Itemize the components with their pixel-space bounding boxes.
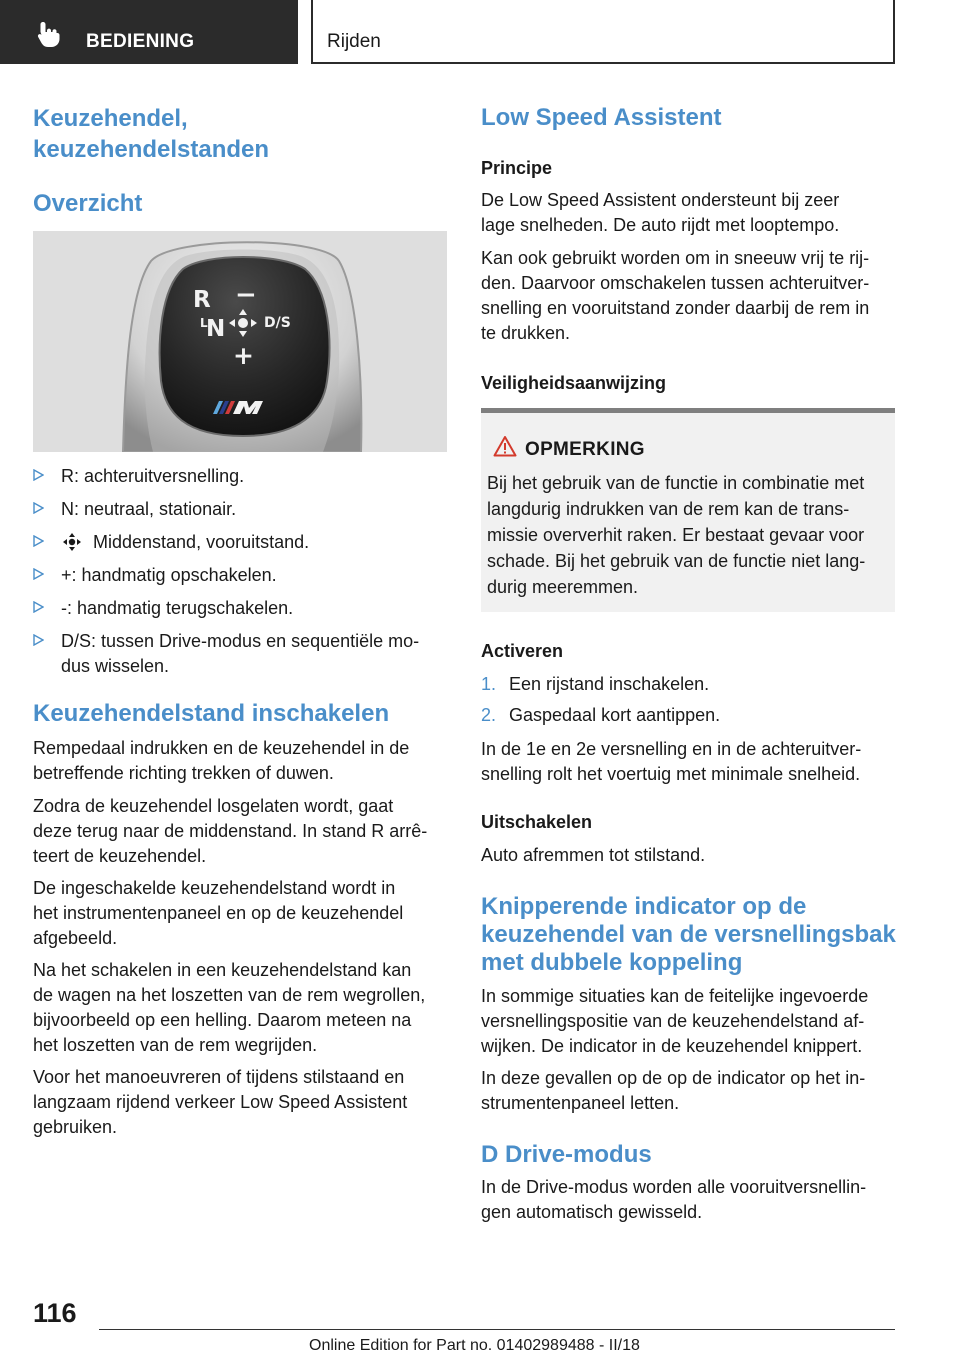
page-number: 116: [33, 1298, 77, 1328]
section-title: Keuzehendel, keuzehendelstanden: [33, 105, 270, 163]
shift-heading: Keuzehendelstand inschakelen: [33, 700, 390, 727]
footer-divider: [99, 1329, 895, 1330]
deactivate-paragraph: Auto afremmen tot stilstand.: [481, 845, 706, 865]
center-position-icon: [61, 533, 83, 551]
section-tab: [0, 0, 298, 64]
gear-minus-label: −: [235, 280, 257, 310]
shift-paragraph: Rempedaal indrukken en de keuzehendel in de betreffende richting trekken of duwen.: [33, 738, 410, 783]
triangle-bullet-icon: [33, 601, 44, 613]
shift-paragraph: Na het schakelen in een keuzehendelstand kan de wagen na het loszetten van de rem wegrollen, bijvoorbeeld op een helling. Daarom meteen na het loszetten van de rem wegrijden.: [33, 960, 426, 1055]
deactivate-heading: Uitschakelen: [481, 812, 593, 832]
blink-heading: Knipperende indicator op de keuzehendel van de versnellingsbak met dubbele koppeling: [481, 893, 896, 976]
triangle-bullet-icon: [33, 535, 44, 547]
principle-paragraph: De Low Speed Assistent ondersteunt bij zeer lage snelheden. De auto rijdt met looptempo.: [481, 190, 840, 235]
warning-triangle-icon: [493, 435, 517, 457]
gear-selector-illustration: [33, 231, 447, 452]
principle-paragraph: Kan ook gebruikt worden om in sneeuw vrij te rij‐ den. Daarvoor omschakelen tussen achteruitver‐ snelling en vooruitstand zonder daarbij de rem in te drukken.: [481, 248, 870, 343]
triangle-bullet-icon: [33, 502, 44, 514]
principle-heading: Principe: [481, 158, 553, 178]
triangle-bullet-icon: [33, 469, 44, 481]
activate-heading: Activeren: [481, 641, 564, 661]
note-text: Bij het gebruik van de functie in combinatie met langdurig indrukken van de rem kan de trans‐ missie oververhit raken. Er bestaat gevaar voor schade. Bij het gebruik van de functie niet lang‐ durig meeremmen.: [487, 473, 866, 597]
drive-paragraph: In de Drive-modus worden alle vooruitversnellin‐ gen automatisch gewisseld.: [481, 1177, 867, 1222]
gear-l-label: L: [200, 316, 208, 330]
chapter-header: [311, 0, 895, 64]
gear-selector-image: [33, 231, 447, 452]
footer-edition: Online Edition for Part no. 01402989488 - II/18: [309, 1337, 640, 1354]
gear-n-label: N: [206, 316, 226, 342]
lsa-heading: Low Speed Assistent: [481, 104, 722, 131]
safety-heading: Veiligheidsaanwijzing: [481, 373, 667, 393]
drive-heading: D Drive-modus: [481, 1141, 652, 1168]
triangle-bullet-icon: [33, 568, 44, 580]
blink-paragraph: In sommige situaties kan de feitelijke ingevoerde versnellingspositie van de keuzehendelstand af‐ wijken. De indicator in de keuzehendel knippert.: [481, 986, 869, 1056]
shift-paragraph: Voor het manoeuvreren of tijdens stilstaand en langzaam rijdend verkeer Low Speed Assistent gebruiken.: [33, 1067, 408, 1137]
chapter-title: Rijden: [327, 31, 381, 52]
note-title: OPMERKING: [525, 439, 645, 460]
warning-note: [481, 408, 895, 612]
blink-paragraph: In deze gevallen op de op de indicator op het in‐ strumentenpaneel letten.: [481, 1068, 866, 1113]
overview-heading: Overzicht: [33, 190, 143, 217]
activate-paragraph: In de 1e en 2e versnelling en in de achteruitver‐ snelling rolt het voertuig met minimale snelheid.: [481, 739, 862, 784]
hand-pointer-icon: [34, 20, 64, 48]
gear-plus-label: +: [233, 341, 254, 370]
gear-ds-label: D/S: [264, 315, 291, 331]
triangle-bullet-icon: [33, 634, 44, 646]
shift-paragraph: Zodra de keuzehendel losgelaten wordt, gaat deze terug naar de middenstand. In stand R arrê‐ teert de keuzehendel.: [33, 796, 428, 866]
shift-paragraph: De ingeschakelde keuzehendelstand wordt in het instrumentenpaneel en op de keuzehendel afgebeeld.: [33, 878, 404, 948]
section-tab-label: BEDIENING: [86, 31, 195, 52]
gear-r-label: R: [193, 287, 211, 313]
